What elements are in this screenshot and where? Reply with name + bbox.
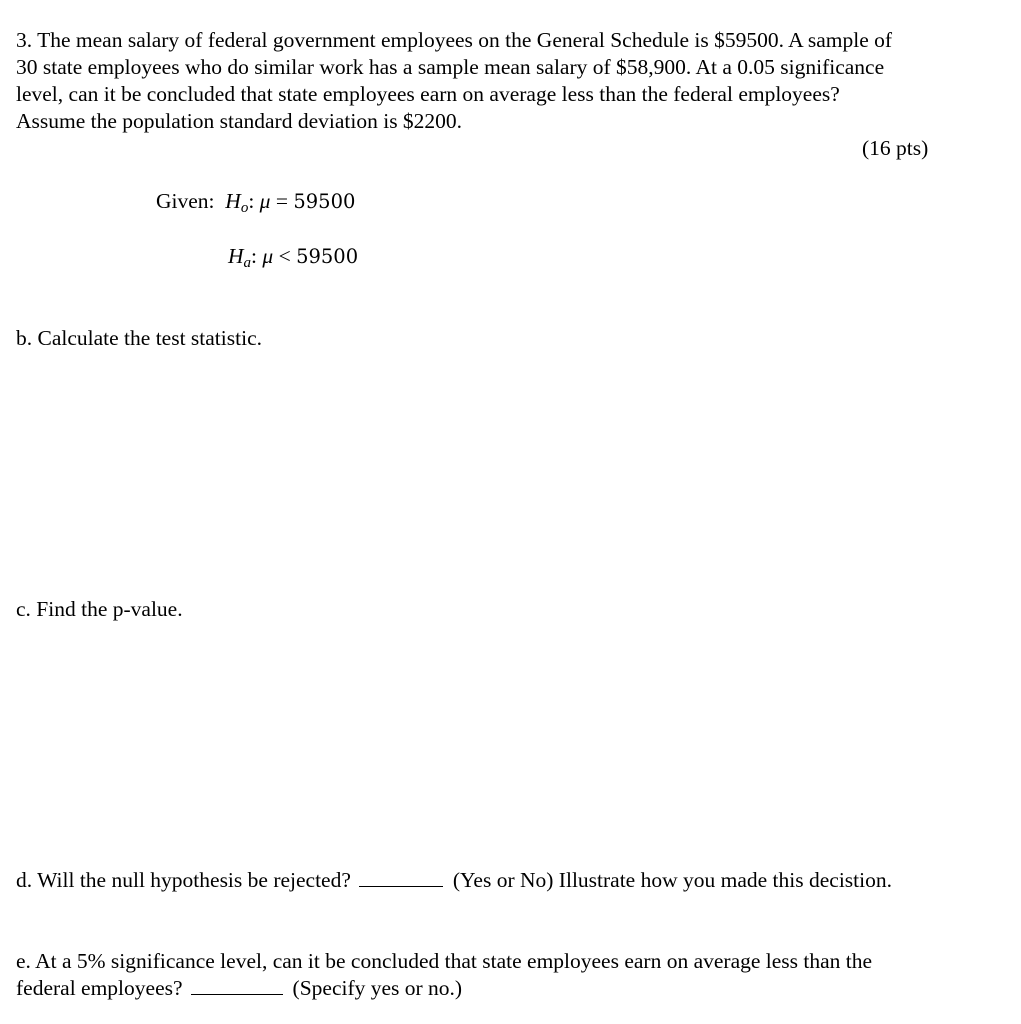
null-mu: μ (259, 189, 271, 213)
question-line-2: 30 state employees who do similar work has a sample mean salary of $58,900. At a 0.05 significance (16, 55, 885, 79)
alt-mu: μ (262, 244, 274, 268)
null-hypothesis: Given: $H_o$: μ = 59500 (156, 189, 356, 216)
null-h-symbol: H (225, 189, 241, 213)
part-b: b. Calculate the test statistic. (16, 326, 262, 350)
part-e-line-2 (16, 976, 462, 1001)
alt-h-subscript: a (243, 255, 252, 271)
part-d-answer-blank[interactable] (359, 868, 443, 887)
question-line-3: level, can it be concluded that state employees earn on average less than the federal employees? (16, 82, 840, 106)
alternative-hypothesis: $H_a$: μ < 59500 (228, 244, 359, 271)
alt-value: 59500 (296, 245, 359, 268)
part-e-suffix: (Specify yes or no.) (292, 976, 463, 1000)
null-h-subscript: o (240, 200, 249, 216)
part-e-prompt: federal employees? (16, 976, 183, 1000)
part-e-line-1: e. At a 5% significance level, can it be concluded that state employees earn on average less than the (16, 949, 873, 973)
part-d-suffix: (Yes or No) Illustrate how you made this decistion. (452, 868, 892, 892)
given-label: Given: (156, 189, 215, 213)
points-label: (16 pts) (862, 136, 929, 160)
alt-relation: < (278, 244, 291, 268)
part-c: c. Find the p-value. (16, 597, 183, 621)
null-relation: = (275, 189, 288, 213)
part-e-answer-blank[interactable] (191, 976, 283, 995)
question-line-1: 3. The mean salary of federal government employees on the General Schedule is $59500. A sample of (16, 28, 893, 52)
part-d (16, 868, 892, 893)
null-value: 59500 (293, 190, 356, 213)
question-line-4: Assume the population standard deviation is $2200. (16, 109, 463, 133)
part-d-prompt: d. Will the null hypothesis be rejected? (16, 868, 351, 892)
alt-h-symbol: H (228, 244, 244, 268)
